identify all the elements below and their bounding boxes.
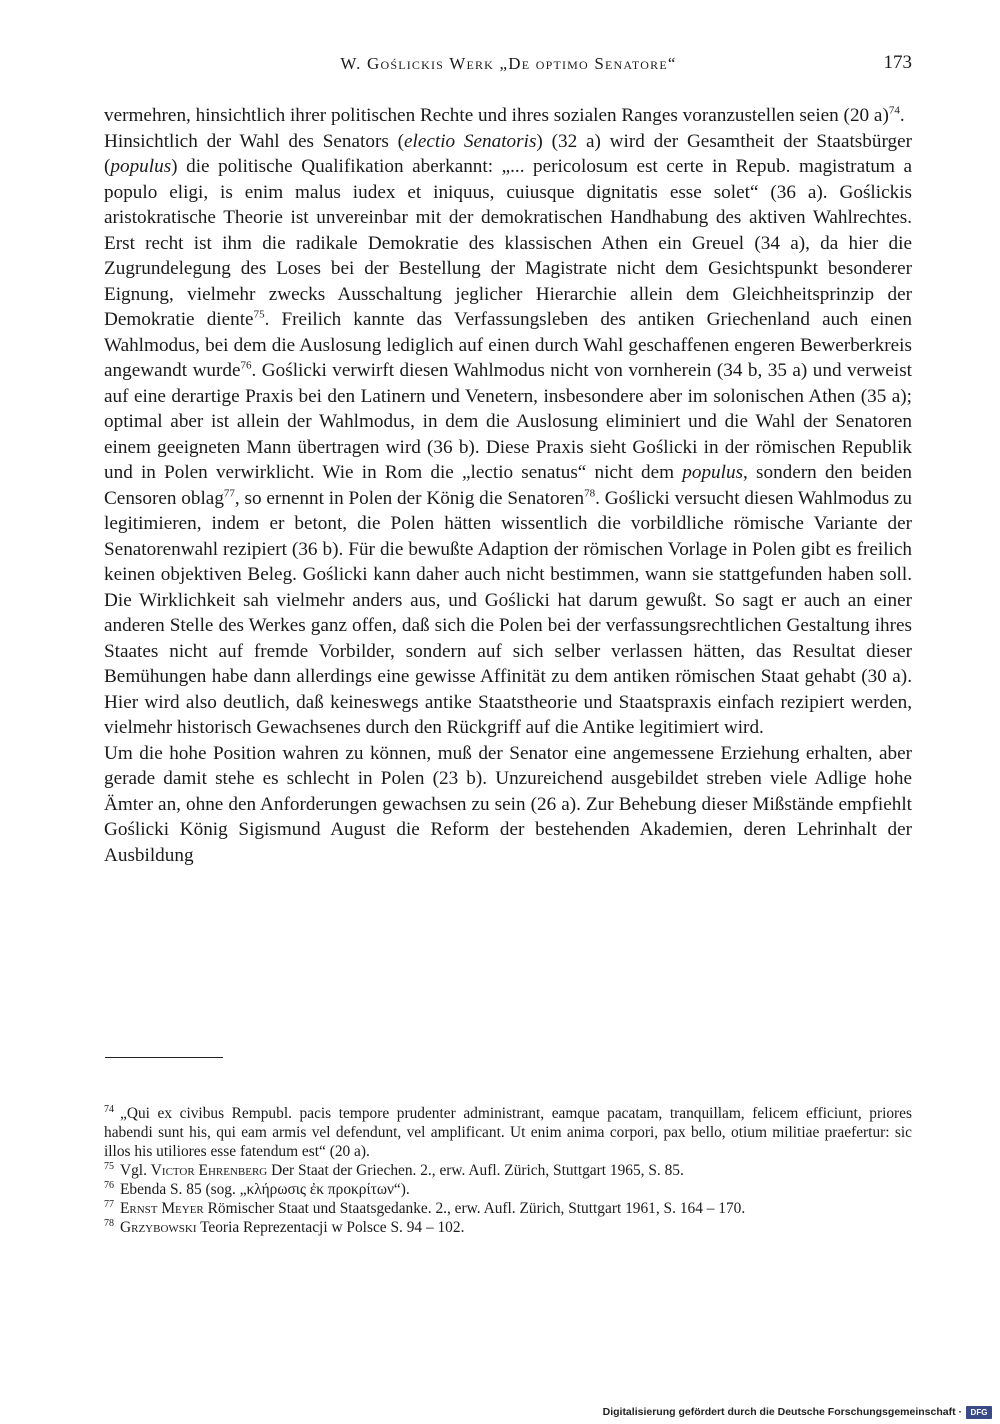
text-run: Hinsichtlich der Wahl des Senators ( — [104, 130, 404, 152]
body-text — [104, 103, 912, 868]
footnote-number: 78 — [104, 1217, 114, 1229]
footnote-ref-77: 77 — [223, 487, 235, 500]
footnote-divider — [105, 1057, 223, 1058]
footnote-number: 77 — [104, 1198, 114, 1210]
footnote-author: Victor Ehrenberg — [150, 1162, 268, 1179]
footnote-number: 76 — [104, 1179, 114, 1191]
footnote-ref-75: 75 — [253, 308, 265, 321]
digitization-credit — [603, 1404, 992, 1420]
text-run: . Freilich kannte das Verfassungsleben des antiken Griechenland auch einen Wahlmodus, bei dem die Auslosung lediglich auf einen durch Wahl geschaffenen engeren Bewerberkreis angewandt wurde — [104, 309, 912, 381]
footnote-ref-74: 74 — [888, 104, 900, 117]
text-run: . Goślicki versucht diesen Wahlmodus zu legitimieren, indem er betont, die Polen hätten wissentlich die vorbildliche römische Variante der Senatorenwahl rezipiert (36 b). Für die bewußte Adaption der römischen Vorlage in Polen gibt es freilich keinen objektiven Beleg. Goślicki kann daher auch nicht bestimmen, wann sie stattgefunden haben soll. Die Wirklichkeit sah vielmehr anders aus, und Goślicki hat darum gewußt. So sagt er auch an einer anderen Stelle des Werkes ganz offen, daß sich die Polen bei der verfassungsrechtlichen Gestaltung ihres Staates nicht auf fremde Vorbilder, sondern auf sich selber verlassen hätten, das Resultat dieser Bemühungen habe dann allerdings eine gewisse Affinität zu dem antiken römischen Staat gehabt (30 a). Hier wird also deutlich, daß keineswegs antike Staatstheorie und Staatspraxis einfach rezipiert werden, vielmehr historisch Gewachsenes durch den Rückgriff auf die Antike legitimiert wird. — [104, 487, 912, 738]
footnote-75 — [104, 1161, 912, 1180]
dfg-logo: DFG — [966, 1406, 992, 1419]
footnote-78 — [104, 1218, 912, 1237]
footnote-text: Teoria Reprezentacji w Polsce S. 94 – 102. — [196, 1219, 465, 1236]
paragraph-1 — [104, 103, 912, 129]
text-run: ) die politische Qualifikation aberkannt: „... pericolosum est certe in Repub. magistratum a populo eligi, is enim malus iudex et iniquus, cuiusque dignitatis esse solet“ (36 a). Goślickis aristokratische Theorie ist unvereinbar mit der demokratischen Handhabung des aktiven Wahlrechtes. Erst recht ist ihm die radikale Demokratie des klassischen Athen ein Greuel (34 a), da hier die Zugrundelegung des Loses bei der Bestellung der Magistrate nicht dem Gesichtspunkt besonderer Eignung, vielmehr zwecks Ausschaltung jeglicher Hierarchie allein dem Gleichheitsprinzip der Demokratie diente — [104, 156, 912, 330]
footnote-number: 75 — [104, 1160, 114, 1172]
text-run: , so ernennt in Polen der König die Senatoren — [234, 487, 585, 509]
footnote-text: Römischer Staat und Staatsgedanke. 2., erw. Aufl. Zürich, Stuttgart 1961, S. 164 – 170. — [203, 1200, 746, 1217]
page-header — [105, 52, 912, 80]
footnote-74 — [104, 1104, 912, 1161]
italic-term: populus — [110, 156, 172, 177]
paragraph-2 — [104, 129, 912, 741]
italic-term: populus — [682, 462, 744, 483]
footnote-77 — [104, 1199, 912, 1218]
text-run: . — [899, 105, 905, 126]
footnote-76 — [104, 1180, 912, 1199]
footnote-text: Der Staat der Griechen. 2., erw. Aufl. Zürich, Stuttgart 1965, S. 85. — [267, 1162, 684, 1179]
italic-term: electio Senatoris — [404, 130, 537, 152]
page-number: 173 — [883, 52, 912, 73]
text-run: , sondern den beiden Censoren oblag — [104, 462, 912, 509]
text-run: . Goślicki verwirft diesen Wahlmodus nicht von vornherein (34 b, 35 a) und verweist auf eine derartige Praxis bei den Latinern und Venetern, insbesondere aber im solonischen Athen (35 a); optimal aber ist allein der Wahlmodus, in dem die Auslosung eliminiert und die Wahl der Senatoren einem geeigneten Mann übertragen wird (36 b). Diese Praxis sieht Goślicki in der römischen Republik und in Polen verwirklicht. Wie in Rom die „lectio senatus“ nicht dem — [104, 360, 913, 483]
text-run: ) (32 a) wird der Gesamtheit der Staatsbürger ( — [104, 130, 912, 177]
footnote-number: 74 — [104, 1103, 114, 1115]
footnote-author: Grzybowski — [120, 1219, 197, 1236]
text-run: vermehren, hinsichtlich ihrer politischen Rechte und ihres sozialen Ranges voranzustellen seien (20 a) — [104, 105, 889, 126]
running-head: W. Goślickis Werk „De optimo Senatore“ — [340, 54, 677, 73]
credit-text: Digitalisierung gefördert durch die Deutsche Forschungsgemeinschaft · — [602, 1406, 962, 1418]
footnote-text: „Qui ex civibus Rempubl. pacis tempore prudenter administrant, eamque pacatam, tranquillam, felicem efficiunt, priores habendi sunt his, qui eam armis vel defendunt, vel amplificant. Ut enim anima corpori, pax bello, otium militiae praefertur: sic illos his utiliores esse fatendum est“ (20 a). — [104, 1105, 912, 1160]
footnote-ref-78: 78 — [584, 487, 596, 500]
footnotes — [104, 1104, 912, 1237]
paragraph-3: Um die hohe Position wahren zu können, muß der Senator eine angemessene Erziehung erhalten, aber gerade damit stehe es schlecht in Polen (23 b). Unzureichend ausgebildet streben viele Adlige hohe Ämter an, ohne den Anforderungen gewachsen zu sein (26 a). Zur Behebung dieser Mißstände empfiehlt Goślicki König Sigismund August die Reform der bestehenden Akademien, deren Lehrinhalt der Ausbildung — [104, 742, 912, 866]
footnote-ref-76: 76 — [240, 359, 252, 372]
footnote-text: Vgl. — [120, 1162, 151, 1179]
footnote-text: Ebenda S. 85 (sog. „κλήρωσις ἐκ προκρίτων“). — [120, 1181, 410, 1198]
footnote-author: Ernst Meyer — [120, 1200, 204, 1217]
